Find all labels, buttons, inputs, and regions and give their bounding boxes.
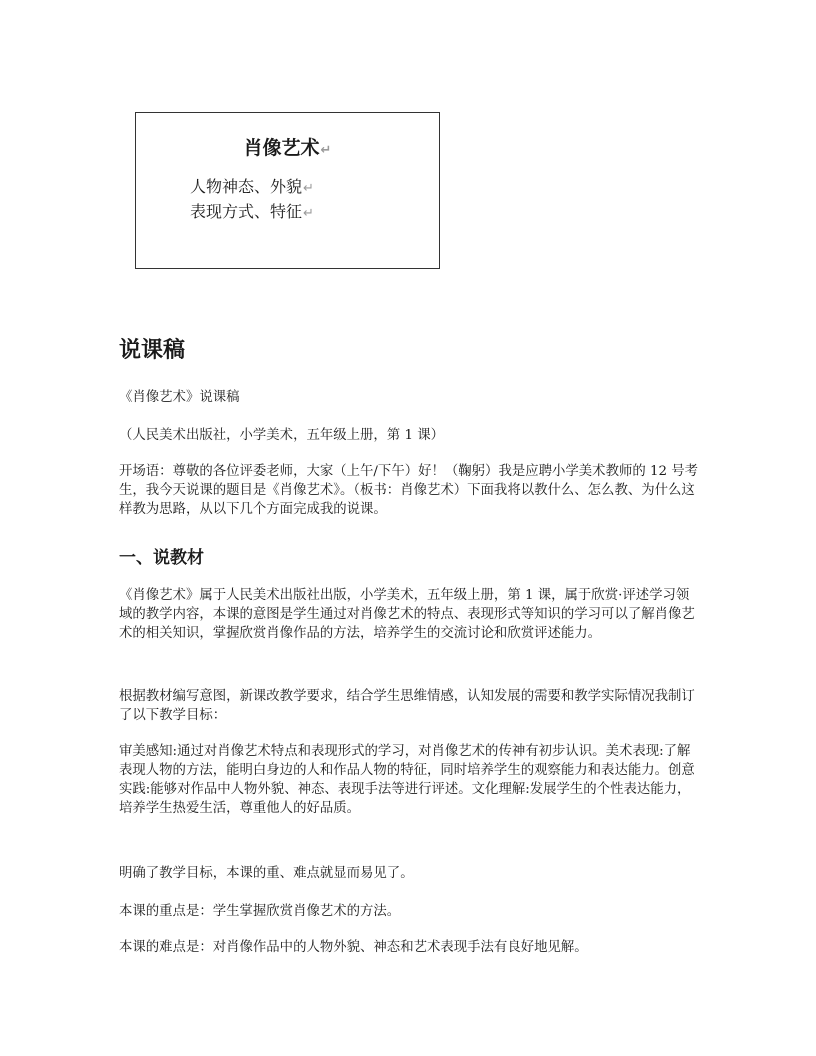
paragraph-key-difficult-intro: 明确了教学目标，本课的重、难点就显而易见了。	[119, 866, 414, 881]
section-heading-textbook: 一、说教材	[119, 548, 204, 568]
paragraph-mark-icon: ↵	[303, 206, 314, 221]
paragraph-mark-icon: ↵	[303, 181, 314, 196]
paragraph-mark-icon: ↵	[320, 143, 332, 158]
paragraph-goal-intro: 根据教材编写意图，新课改教学要求，结合学生思维情感，认知发展的需要和教学实际情况我制订了以下教学目标：	[119, 689, 695, 723]
blackboard-design-box	[135, 112, 440, 269]
board-title: 肖像艺术↵	[243, 137, 332, 159]
document-heading: 说课稿	[119, 338, 186, 363]
paragraph-publisher: （人民美术出版社，小学美术，五年级上册，第 1 课）	[119, 428, 445, 443]
paragraph-textbook-analysis: 《肖像艺术》属于人民美术出版社出版，小学美术，五年级上册，第 1 课，属于欣赏·评述学习领域的教学内容，本课的意图是学生通过对肖像艺术的特点、表现形式等知识的学习可以了解肖像艺术的相关知识，掌握欣赏肖像作品的方法，培养学生的交流讨论和欣赏评述能力。	[119, 588, 695, 641]
board-line-1: 人物神态、外貌↵	[190, 177, 314, 196]
board-line-2: 表现方式、特征↵	[190, 202, 314, 221]
paragraph-key-point: 本课的重点是：学生掌握欣赏肖像艺术的方法。	[119, 904, 401, 919]
paragraph-teaching-goals: 审美感知:通过对肖像艺术特点和表现形式的学习，对肖像艺术的传神有初步认识。美术表现:了解表现人物的方法，能明白身边的人和作品人物的特征，同时培养学生的观察能力和表达能力。创意实践:能够对作品中人物外貌、神态、表现手法等进行评述。文化理解:发展学生的个性表达能力，培养学生热爱生活，尊重他人的好品质。	[119, 744, 695, 816]
paragraph-opening: 开场语：尊敬的各位评委老师，大家（上午/下午）好！（鞠躬）我是应聘小学美术教师的 12 号考生，我今天说课的题目是《肖像艺术》。（板书：肖像艺术）下面我将以教什么、怎么教、为什么这样教为思路，从以下几个方面完成我的说课。	[119, 464, 699, 517]
paragraph-difficult-point: 本课的难点是：对肖像作品中的人物外貌、神态和艺术表现手法有良好地见解。	[119, 940, 588, 955]
paragraph-title-line: 《肖像艺术》说课稿	[119, 390, 240, 405]
